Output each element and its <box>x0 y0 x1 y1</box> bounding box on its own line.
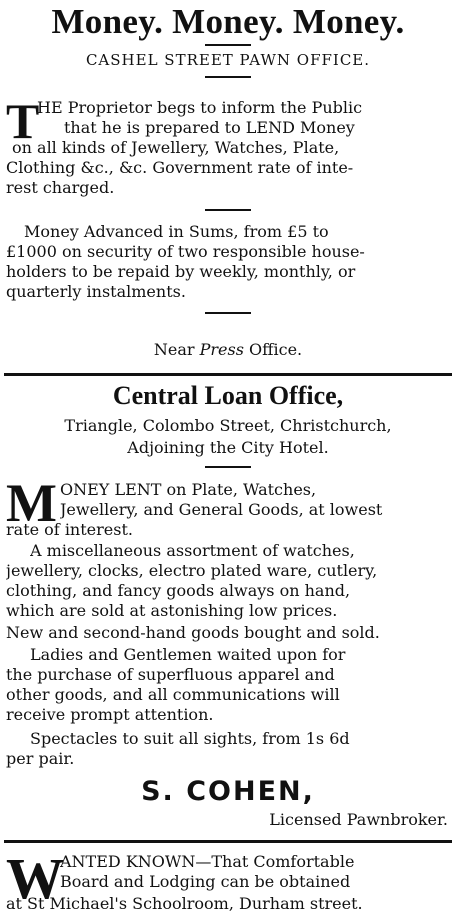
ad2-dropcap: M <box>6 473 57 533</box>
ad2-para5-line: per pair. <box>6 749 75 768</box>
ad1-subheading: CASHEL STREET PAWN OFFICE. <box>85 51 371 69</box>
ad2-para2-line: which are sold at astonishing low prices. <box>6 601 338 620</box>
ad3-line: at St Michael's Schoolroom, Durham street. <box>6 894 363 913</box>
ad1-para1-line: that he is prepared to LEND Money <box>64 118 355 137</box>
ad2-divider-top <box>205 466 251 468</box>
ad2-para2-line: A miscellaneous assortment of watches, <box>30 541 355 560</box>
ad1-para2-line: holders to be repaid by weekly, monthly, or <box>6 262 356 281</box>
ad1-para1-line: rest charged. <box>6 178 115 197</box>
ad2-para2-line: jewellery, clocks, electro plated ware, cutlery, <box>6 561 378 580</box>
ad3-dropcap: W <box>6 846 64 911</box>
ad1-divider-top <box>205 44 251 46</box>
ad1-headline: Money. Money. Money. <box>51 2 405 41</box>
ad1-location-italic: Press <box>199 340 244 359</box>
ad2-address-line2: Adjoining the City Hotel. <box>127 438 329 457</box>
ad1-location-suffix: Office. <box>243 340 303 359</box>
ad2-para1-line: Jewellery, and General Goods, at lowest <box>60 500 383 519</box>
ad1-location <box>0 340 456 360</box>
ad2-para4-line: the purchase of superfluous apparel and <box>6 665 335 684</box>
ad-separator-1 <box>4 373 452 376</box>
ad2-para4-line: receive prompt attention. <box>6 705 214 724</box>
ad2-para5-line: Spectacles to suit all sights, from 1s 6d <box>30 729 350 748</box>
ad2-para2-line: clothing, and fancy goods always on hand, <box>6 581 351 600</box>
ad2-address-line1: Triangle, Colombo Street, Christchurch, <box>64 416 392 435</box>
ad1-dropcap: T <box>6 93 40 149</box>
ad2-signature-title: Licensed Pawnbroker. <box>269 810 448 829</box>
ad2-para1-line: ONEY LENT on Plate, Watches, <box>60 480 317 499</box>
ad-separator-2 <box>4 840 452 843</box>
ad1-para1-line: Clothing &c., &c. Government rate of inte- <box>6 158 354 177</box>
ad3-line: Board and Lodging can be obtained <box>60 872 351 891</box>
ad1-para2-line: quarterly instalments. <box>6 282 186 301</box>
ad2-signature: S. COHEN, <box>141 776 315 807</box>
ad1-para1-line: HE Proprietor begs to inform the Public <box>37 98 363 117</box>
ad2-para4-line: Ladies and Gentlemen waited upon for <box>30 645 346 664</box>
ad1-para1-line: on all kinds of Jewellery, Watches, Plate, <box>12 138 340 157</box>
ad3-line: ANTED KNOWN—That Comfortable <box>60 852 355 871</box>
ad1-location-prefix: Near <box>153 340 200 359</box>
ad1-divider-low <box>205 312 251 314</box>
ad1-para2-line: £1000 on security of two responsible house- <box>6 242 365 261</box>
ad2-title: Central Loan Office, <box>112 381 344 410</box>
ad1-para2-line: Money Advanced in Sums, from £5 to <box>24 222 329 241</box>
ad1-divider-sub <box>205 76 251 78</box>
ad2-para3-line: New and second-hand goods bought and sold. <box>6 623 380 642</box>
ad2-para1-line: rate of interest. <box>6 520 133 539</box>
ad1-divider-mid <box>205 209 251 211</box>
ad2-para4-line: other goods, and all communications will <box>6 685 340 704</box>
